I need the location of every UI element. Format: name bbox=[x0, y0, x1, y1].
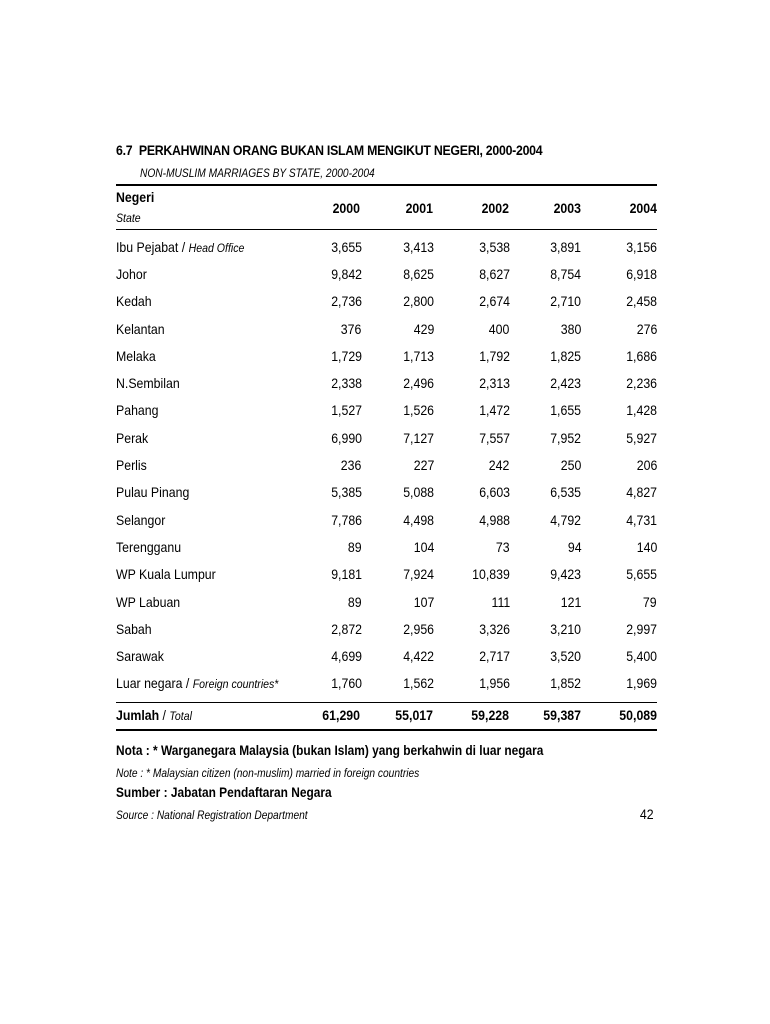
state-name: Pulau Pinang bbox=[116, 484, 190, 501]
table-cell: 1,562 bbox=[403, 675, 435, 692]
state-name: Perak bbox=[116, 429, 149, 446]
table-cell: 3,326 bbox=[479, 620, 510, 637]
table-cell: 79 bbox=[643, 593, 657, 610]
table-cell: 6,603 bbox=[479, 484, 510, 501]
table-row bbox=[116, 260, 657, 287]
table-cell: 4,731 bbox=[626, 511, 657, 528]
table-row bbox=[116, 233, 657, 260]
note-english: Note : * Malaysian citizen (non-muslim) married in foreign countries bbox=[116, 766, 420, 780]
table-row bbox=[116, 397, 657, 424]
table-cell: 429 bbox=[413, 320, 435, 337]
table-cell: 3,156 bbox=[626, 238, 657, 255]
state-name: Sabah bbox=[116, 620, 152, 637]
table-title bbox=[116, 142, 542, 158]
note-malay: Nota : * Warganegara Malaysia (bukan Islam) yang berkahwin di luar negara bbox=[116, 742, 544, 758]
table-cell: 6,990 bbox=[330, 429, 362, 446]
state-name: Pahang bbox=[116, 402, 159, 419]
table-cell: 1,825 bbox=[550, 347, 582, 364]
table-cell: 107 bbox=[413, 593, 435, 610]
table-cell: 1,956 bbox=[479, 675, 510, 692]
table-cell: 2,872 bbox=[330, 620, 362, 637]
header-rule bbox=[116, 229, 657, 230]
table-row bbox=[116, 288, 657, 315]
total-value: 59,387 bbox=[543, 707, 581, 723]
table-row bbox=[116, 506, 657, 533]
table-cell: 2,496 bbox=[403, 375, 435, 392]
table-cell: 2,338 bbox=[330, 375, 362, 392]
table-row bbox=[116, 479, 657, 506]
table-cell: 1,792 bbox=[479, 347, 510, 364]
table-cell: 1,760 bbox=[330, 675, 362, 692]
header-year-2004: 2004 bbox=[629, 200, 657, 216]
table-cell: 1,655 bbox=[550, 402, 582, 419]
table-cell: 380 bbox=[560, 320, 582, 337]
table-cell: 104 bbox=[413, 538, 435, 555]
table-row bbox=[116, 315, 657, 342]
table-cell: 1,713 bbox=[403, 347, 435, 364]
table-cell: 1,729 bbox=[330, 347, 362, 364]
table-cell: 1,428 bbox=[626, 402, 657, 419]
table-cell: 7,557 bbox=[479, 429, 510, 446]
table-cell: 5,655 bbox=[626, 566, 657, 583]
table-cell: 7,786 bbox=[330, 511, 362, 528]
source-english: Source : National Registration Department bbox=[116, 808, 308, 822]
table-cell: 7,952 bbox=[550, 429, 582, 446]
table-cell: 7,924 bbox=[403, 566, 435, 583]
table-row bbox=[116, 561, 657, 588]
table-cell: 111 bbox=[491, 593, 510, 610]
table-cell: 4,988 bbox=[479, 511, 510, 528]
table-row bbox=[116, 533, 657, 560]
top-rule bbox=[116, 184, 657, 186]
state-name: Selangor bbox=[116, 511, 166, 528]
table-cell: 206 bbox=[636, 457, 657, 474]
state-name: Johor bbox=[116, 265, 147, 282]
table-cell: 1,852 bbox=[550, 675, 582, 692]
table-cell: 400 bbox=[489, 320, 510, 337]
table-cell: 2,458 bbox=[626, 293, 657, 310]
state-name: Sarawak bbox=[116, 648, 164, 665]
table-cell: 276 bbox=[636, 320, 657, 337]
table-row bbox=[116, 670, 657, 697]
header-negeri: Negeri bbox=[116, 189, 155, 205]
table-cell: 2,800 bbox=[403, 293, 435, 310]
table-cell: 1,969 bbox=[626, 675, 657, 692]
table-cell: 2,710 bbox=[550, 293, 582, 310]
table-cell: 2,956 bbox=[403, 620, 435, 637]
table-cell: 236 bbox=[341, 457, 362, 474]
table-title-text: PERKAHWINAN ORANG BUKAN ISLAM MENGIKUT NEGERI, 2000-2004 bbox=[138, 142, 543, 158]
page-number: 42 bbox=[640, 806, 654, 822]
state-name: Kedah bbox=[116, 293, 152, 310]
table-cell: 6,535 bbox=[550, 484, 582, 501]
table-cell: 7,127 bbox=[403, 429, 435, 446]
table-cell: 250 bbox=[560, 457, 582, 474]
table-cell: 3,538 bbox=[479, 238, 510, 255]
total-value: 55,017 bbox=[395, 707, 433, 723]
table-cell: 4,422 bbox=[403, 648, 435, 665]
table-row bbox=[116, 369, 657, 396]
source-malay: Sumber : Jabatan Pendaftaran Negara bbox=[116, 784, 332, 800]
table-cell: 89 bbox=[347, 593, 362, 610]
table-row bbox=[116, 588, 657, 615]
table-cell: 2,236 bbox=[626, 375, 657, 392]
table-subtitle: NON-MUSLIM MARRIAGES BY STATE, 2000-2004 bbox=[140, 166, 375, 180]
table-cell: 3,413 bbox=[403, 238, 435, 255]
table-row bbox=[116, 451, 657, 478]
header-year-2000: 2000 bbox=[332, 200, 360, 216]
header-state: State bbox=[116, 211, 141, 225]
table-cell: 8,625 bbox=[403, 265, 435, 282]
state-name: Melaka bbox=[116, 347, 156, 364]
table-cell: 89 bbox=[347, 538, 362, 555]
table-cell: 227 bbox=[413, 457, 435, 474]
table-cell: 242 bbox=[489, 457, 510, 474]
header-year-2001: 2001 bbox=[405, 200, 433, 216]
table-row bbox=[116, 424, 657, 451]
table-cell: 3,520 bbox=[550, 648, 582, 665]
table-cell: 376 bbox=[341, 320, 362, 337]
total-value: 61,290 bbox=[322, 707, 360, 723]
state-name: N.Sembilan bbox=[116, 375, 180, 392]
table-cell: 2,997 bbox=[626, 620, 657, 637]
table-cell: 3,655 bbox=[330, 238, 362, 255]
header-year-2002: 2002 bbox=[481, 200, 509, 216]
table-cell: 2,313 bbox=[479, 375, 510, 392]
table-cell: 8,754 bbox=[550, 265, 582, 282]
table-cell: 8,627 bbox=[479, 265, 510, 282]
table-cell: 9,842 bbox=[330, 265, 362, 282]
state-name: Kelantan bbox=[116, 320, 165, 337]
total-row bbox=[116, 704, 657, 728]
table-cell: 5,400 bbox=[626, 648, 657, 665]
table-cell: 1,526 bbox=[403, 402, 435, 419]
table-cell: 6,918 bbox=[626, 265, 657, 282]
table-number: 6.7 bbox=[116, 142, 133, 158]
table-cell: 2,717 bbox=[479, 648, 510, 665]
table-cell: 5,927 bbox=[626, 429, 657, 446]
table-cell: 3,210 bbox=[550, 620, 582, 637]
table-row bbox=[116, 642, 657, 669]
table-cell: 3,891 bbox=[550, 238, 582, 255]
state-name: Luar negara / Foreign countries* bbox=[116, 675, 279, 692]
state-name: Terengganu bbox=[116, 538, 182, 555]
table-cell: 4,827 bbox=[626, 484, 657, 501]
table-cell: 94 bbox=[567, 538, 582, 555]
table-cell: 140 bbox=[636, 538, 657, 555]
state-name: WP Labuan bbox=[116, 593, 181, 610]
table-cell: 2,674 bbox=[479, 293, 510, 310]
table-cell: 10,839 bbox=[472, 566, 510, 583]
table-cell: 5,385 bbox=[330, 484, 362, 501]
table-cell: 1,527 bbox=[330, 402, 362, 419]
table-cell: 5,088 bbox=[403, 484, 435, 501]
table-cell: 9,423 bbox=[550, 566, 582, 583]
table-cell: 1,472 bbox=[479, 402, 510, 419]
total-label: Jumlah / Total bbox=[116, 707, 192, 723]
header-year-2003: 2003 bbox=[553, 200, 581, 216]
table-cell: 2,423 bbox=[550, 375, 582, 392]
total-top-rule bbox=[116, 702, 657, 703]
state-name: Ibu Pejabat / Head Office bbox=[116, 238, 245, 255]
total-value: 59,228 bbox=[471, 707, 509, 723]
table-row bbox=[116, 615, 657, 642]
state-name: WP Kuala Lumpur bbox=[116, 566, 216, 583]
data-table bbox=[116, 233, 657, 697]
state-name: Perlis bbox=[116, 457, 147, 474]
table-cell: 1,686 bbox=[626, 347, 657, 364]
table-cell: 4,699 bbox=[330, 648, 362, 665]
table-cell: 4,498 bbox=[403, 511, 435, 528]
table-row bbox=[116, 342, 657, 369]
table-cell: 4,792 bbox=[550, 511, 582, 528]
total-value: 50,089 bbox=[619, 707, 657, 723]
table-cell: 73 bbox=[496, 538, 510, 555]
table-cell: 9,181 bbox=[330, 566, 362, 583]
bottom-rule bbox=[116, 729, 657, 731]
table-cell: 121 bbox=[560, 593, 582, 610]
table-cell: 2,736 bbox=[330, 293, 362, 310]
